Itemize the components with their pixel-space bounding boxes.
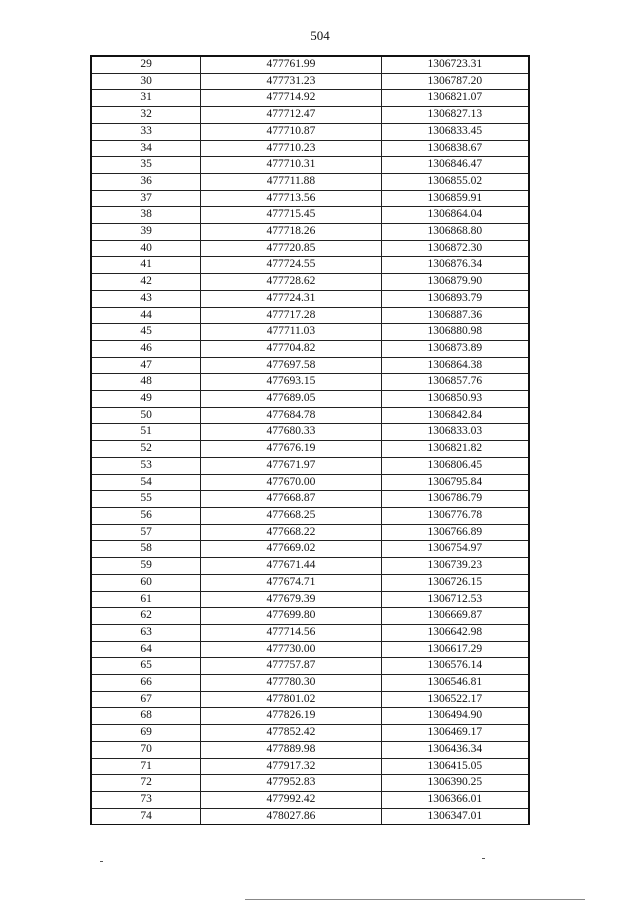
y-coordinate-cell: 1306726.15 [381, 574, 529, 591]
point-number-cell: 39 [91, 224, 201, 241]
y-coordinate-cell: 1306787.20 [381, 73, 529, 90]
x-coordinate-cell: 477712.47 [201, 107, 382, 124]
table-row [91, 524, 529, 541]
table-row [91, 56, 529, 73]
point-number-cell: 35 [91, 157, 201, 174]
table-row [91, 775, 529, 792]
point-number-cell: 30 [91, 73, 201, 90]
x-coordinate-cell: 477826.19 [201, 708, 382, 725]
x-coordinate-cell: 478027.86 [201, 808, 382, 825]
y-coordinate-cell: 1306872.30 [381, 240, 529, 257]
point-number-cell: 42 [91, 274, 201, 291]
table-row [91, 224, 529, 241]
table-row [91, 190, 529, 207]
y-coordinate-cell: 1306887.36 [381, 307, 529, 324]
point-number-cell: 56 [91, 507, 201, 524]
x-coordinate-cell: 477668.87 [201, 491, 382, 508]
point-number-cell: 48 [91, 374, 201, 391]
table-row [91, 441, 529, 458]
point-number-cell: 60 [91, 574, 201, 591]
x-coordinate-cell: 477889.98 [201, 741, 382, 758]
x-coordinate-cell: 477668.25 [201, 507, 382, 524]
table-row [91, 157, 529, 174]
table-row [91, 307, 529, 324]
x-coordinate-cell: 477720.85 [201, 240, 382, 257]
point-number-cell: 59 [91, 558, 201, 575]
y-coordinate-cell: 1306576.14 [381, 658, 529, 675]
y-coordinate-cell: 1306469.17 [381, 725, 529, 742]
y-coordinate-cell: 1306838.67 [381, 140, 529, 157]
x-coordinate-cell: 477992.42 [201, 791, 382, 808]
point-number-cell: 38 [91, 207, 201, 224]
y-coordinate-cell: 1306712.53 [381, 591, 529, 608]
table-row [91, 574, 529, 591]
table-row [91, 507, 529, 524]
y-coordinate-cell: 1306846.47 [381, 157, 529, 174]
table-row [91, 708, 529, 725]
table-row [91, 675, 529, 692]
table-row [91, 173, 529, 190]
y-coordinate-cell: 1306833.45 [381, 123, 529, 140]
table-row [91, 73, 529, 90]
y-coordinate-cell: 1306880.98 [381, 324, 529, 341]
y-coordinate-cell: 1306436.34 [381, 741, 529, 758]
x-coordinate-cell: 477671.44 [201, 558, 382, 575]
table-row [91, 407, 529, 424]
x-coordinate-cell: 477711.88 [201, 173, 382, 190]
table-row [91, 641, 529, 658]
y-coordinate-cell: 1306833.03 [381, 424, 529, 441]
point-number-cell: 51 [91, 424, 201, 441]
x-coordinate-cell: 477801.02 [201, 691, 382, 708]
x-coordinate-cell: 477684.78 [201, 407, 382, 424]
y-coordinate-cell: 1306857.76 [381, 374, 529, 391]
y-coordinate-cell: 1306494.90 [381, 708, 529, 725]
coordinate-table [90, 55, 530, 825]
point-number-cell: 45 [91, 324, 201, 341]
point-number-cell: 61 [91, 591, 201, 608]
x-coordinate-cell: 477668.22 [201, 524, 382, 541]
y-coordinate-cell: 1306855.02 [381, 173, 529, 190]
point-number-cell: 37 [91, 190, 201, 207]
table-row [91, 608, 529, 625]
x-coordinate-cell: 477852.42 [201, 725, 382, 742]
table-row [91, 107, 529, 124]
table-row [91, 324, 529, 341]
point-number-cell: 44 [91, 307, 201, 324]
y-coordinate-cell: 1306821.07 [381, 90, 529, 107]
table-row [91, 758, 529, 775]
point-number-cell: 50 [91, 407, 201, 424]
table-row [91, 140, 529, 157]
point-number-cell: 41 [91, 257, 201, 274]
table-row [91, 474, 529, 491]
point-number-cell: 36 [91, 173, 201, 190]
table-row [91, 123, 529, 140]
table-row [91, 624, 529, 641]
table-row [91, 541, 529, 558]
x-coordinate-cell: 477693.15 [201, 374, 382, 391]
x-coordinate-cell: 477713.56 [201, 190, 382, 207]
y-coordinate-cell: 1306546.81 [381, 675, 529, 692]
x-coordinate-cell: 477670.00 [201, 474, 382, 491]
point-number-cell: 57 [91, 524, 201, 541]
x-coordinate-cell: 477711.03 [201, 324, 382, 341]
point-number-cell: 29 [91, 56, 201, 73]
y-coordinate-cell: 1306827.13 [381, 107, 529, 124]
x-coordinate-cell: 477714.92 [201, 90, 382, 107]
scan-speck-left [100, 861, 103, 862]
table-row [91, 357, 529, 374]
point-number-cell: 34 [91, 140, 201, 157]
x-coordinate-cell: 477680.33 [201, 424, 382, 441]
scan-speck-right [482, 858, 485, 859]
point-number-cell: 31 [91, 90, 201, 107]
table-row [91, 691, 529, 708]
x-coordinate-cell: 477724.31 [201, 290, 382, 307]
point-number-cell: 70 [91, 741, 201, 758]
table-row [91, 591, 529, 608]
y-coordinate-cell: 1306739.23 [381, 558, 529, 575]
point-number-cell: 47 [91, 357, 201, 374]
y-coordinate-cell: 1306893.79 [381, 290, 529, 307]
y-coordinate-cell: 1306776.78 [381, 507, 529, 524]
y-coordinate-cell: 1306786.79 [381, 491, 529, 508]
point-number-cell: 49 [91, 391, 201, 408]
table-body [91, 56, 529, 825]
table-row [91, 558, 529, 575]
x-coordinate-cell: 477699.80 [201, 608, 382, 625]
table-row [91, 791, 529, 808]
y-coordinate-cell: 1306522.17 [381, 691, 529, 708]
table-row [91, 424, 529, 441]
point-number-cell: 66 [91, 675, 201, 692]
page-number: 504 [310, 28, 330, 43]
y-coordinate-cell: 1306876.34 [381, 257, 529, 274]
point-number-cell: 67 [91, 691, 201, 708]
table-row [91, 725, 529, 742]
table-row [91, 257, 529, 274]
point-number-cell: 64 [91, 641, 201, 658]
table-row [91, 240, 529, 257]
y-coordinate-cell: 1306669.87 [381, 608, 529, 625]
y-coordinate-cell: 1306868.80 [381, 224, 529, 241]
x-coordinate-cell: 477671.97 [201, 457, 382, 474]
y-coordinate-cell: 1306415.05 [381, 758, 529, 775]
x-coordinate-cell: 477917.32 [201, 758, 382, 775]
x-coordinate-cell: 477674.71 [201, 574, 382, 591]
point-number-cell: 63 [91, 624, 201, 641]
table-row [91, 274, 529, 291]
y-coordinate-cell: 1306795.84 [381, 474, 529, 491]
table-row [91, 207, 529, 224]
x-coordinate-cell: 477710.31 [201, 157, 382, 174]
y-coordinate-cell: 1306617.29 [381, 641, 529, 658]
point-number-cell: 69 [91, 725, 201, 742]
x-coordinate-cell: 477676.19 [201, 441, 382, 458]
x-coordinate-cell: 477757.87 [201, 658, 382, 675]
point-number-cell: 68 [91, 708, 201, 725]
x-coordinate-cell: 477710.87 [201, 123, 382, 140]
table-row [91, 808, 529, 825]
table-row [91, 741, 529, 758]
table-row [91, 658, 529, 675]
point-number-cell: 62 [91, 608, 201, 625]
y-coordinate-cell: 1306754.97 [381, 541, 529, 558]
point-number-cell: 33 [91, 123, 201, 140]
x-coordinate-cell: 477724.55 [201, 257, 382, 274]
x-coordinate-cell: 477715.45 [201, 207, 382, 224]
scan-bottom-edge-line [245, 899, 585, 900]
y-coordinate-cell: 1306723.31 [381, 56, 529, 73]
table-row [91, 340, 529, 357]
y-coordinate-cell: 1306821.82 [381, 441, 529, 458]
x-coordinate-cell: 477728.62 [201, 274, 382, 291]
y-coordinate-cell: 1306366.01 [381, 791, 529, 808]
x-coordinate-cell: 477689.05 [201, 391, 382, 408]
table-row [91, 290, 529, 307]
x-coordinate-cell: 477669.02 [201, 541, 382, 558]
point-number-cell: 72 [91, 775, 201, 792]
y-coordinate-cell: 1306347.01 [381, 808, 529, 825]
table-row [91, 491, 529, 508]
x-coordinate-cell: 477952.83 [201, 775, 382, 792]
y-coordinate-cell: 1306850.93 [381, 391, 529, 408]
point-number-cell: 53 [91, 457, 201, 474]
x-coordinate-cell: 477710.23 [201, 140, 382, 157]
x-coordinate-cell: 477697.58 [201, 357, 382, 374]
point-number-cell: 54 [91, 474, 201, 491]
y-coordinate-cell: 1306390.25 [381, 775, 529, 792]
point-number-cell: 58 [91, 541, 201, 558]
y-coordinate-cell: 1306859.91 [381, 190, 529, 207]
y-coordinate-cell: 1306879.90 [381, 274, 529, 291]
point-number-cell: 55 [91, 491, 201, 508]
x-coordinate-cell: 477679.39 [201, 591, 382, 608]
point-number-cell: 73 [91, 791, 201, 808]
point-number-cell: 74 [91, 808, 201, 825]
table-row [91, 391, 529, 408]
y-coordinate-cell: 1306642.98 [381, 624, 529, 641]
x-coordinate-cell: 477718.26 [201, 224, 382, 241]
y-coordinate-cell: 1306766.89 [381, 524, 529, 541]
x-coordinate-cell: 477717.28 [201, 307, 382, 324]
x-coordinate-cell: 477730.00 [201, 641, 382, 658]
y-coordinate-cell: 1306842.84 [381, 407, 529, 424]
x-coordinate-cell: 477714.56 [201, 624, 382, 641]
y-coordinate-cell: 1306864.04 [381, 207, 529, 224]
x-coordinate-cell: 477780.30 [201, 675, 382, 692]
x-coordinate-cell: 477761.99 [201, 56, 382, 73]
point-number-cell: 40 [91, 240, 201, 257]
x-coordinate-cell: 477731.23 [201, 73, 382, 90]
table-row [91, 90, 529, 107]
point-number-cell: 43 [91, 290, 201, 307]
y-coordinate-cell: 1306873.89 [381, 340, 529, 357]
y-coordinate-cell: 1306864.38 [381, 357, 529, 374]
point-number-cell: 46 [91, 340, 201, 357]
y-coordinate-cell: 1306806.45 [381, 457, 529, 474]
point-number-cell: 71 [91, 758, 201, 775]
point-number-cell: 65 [91, 658, 201, 675]
table-row [91, 374, 529, 391]
point-number-cell: 32 [91, 107, 201, 124]
table-row [91, 457, 529, 474]
x-coordinate-cell: 477704.82 [201, 340, 382, 357]
point-number-cell: 52 [91, 441, 201, 458]
